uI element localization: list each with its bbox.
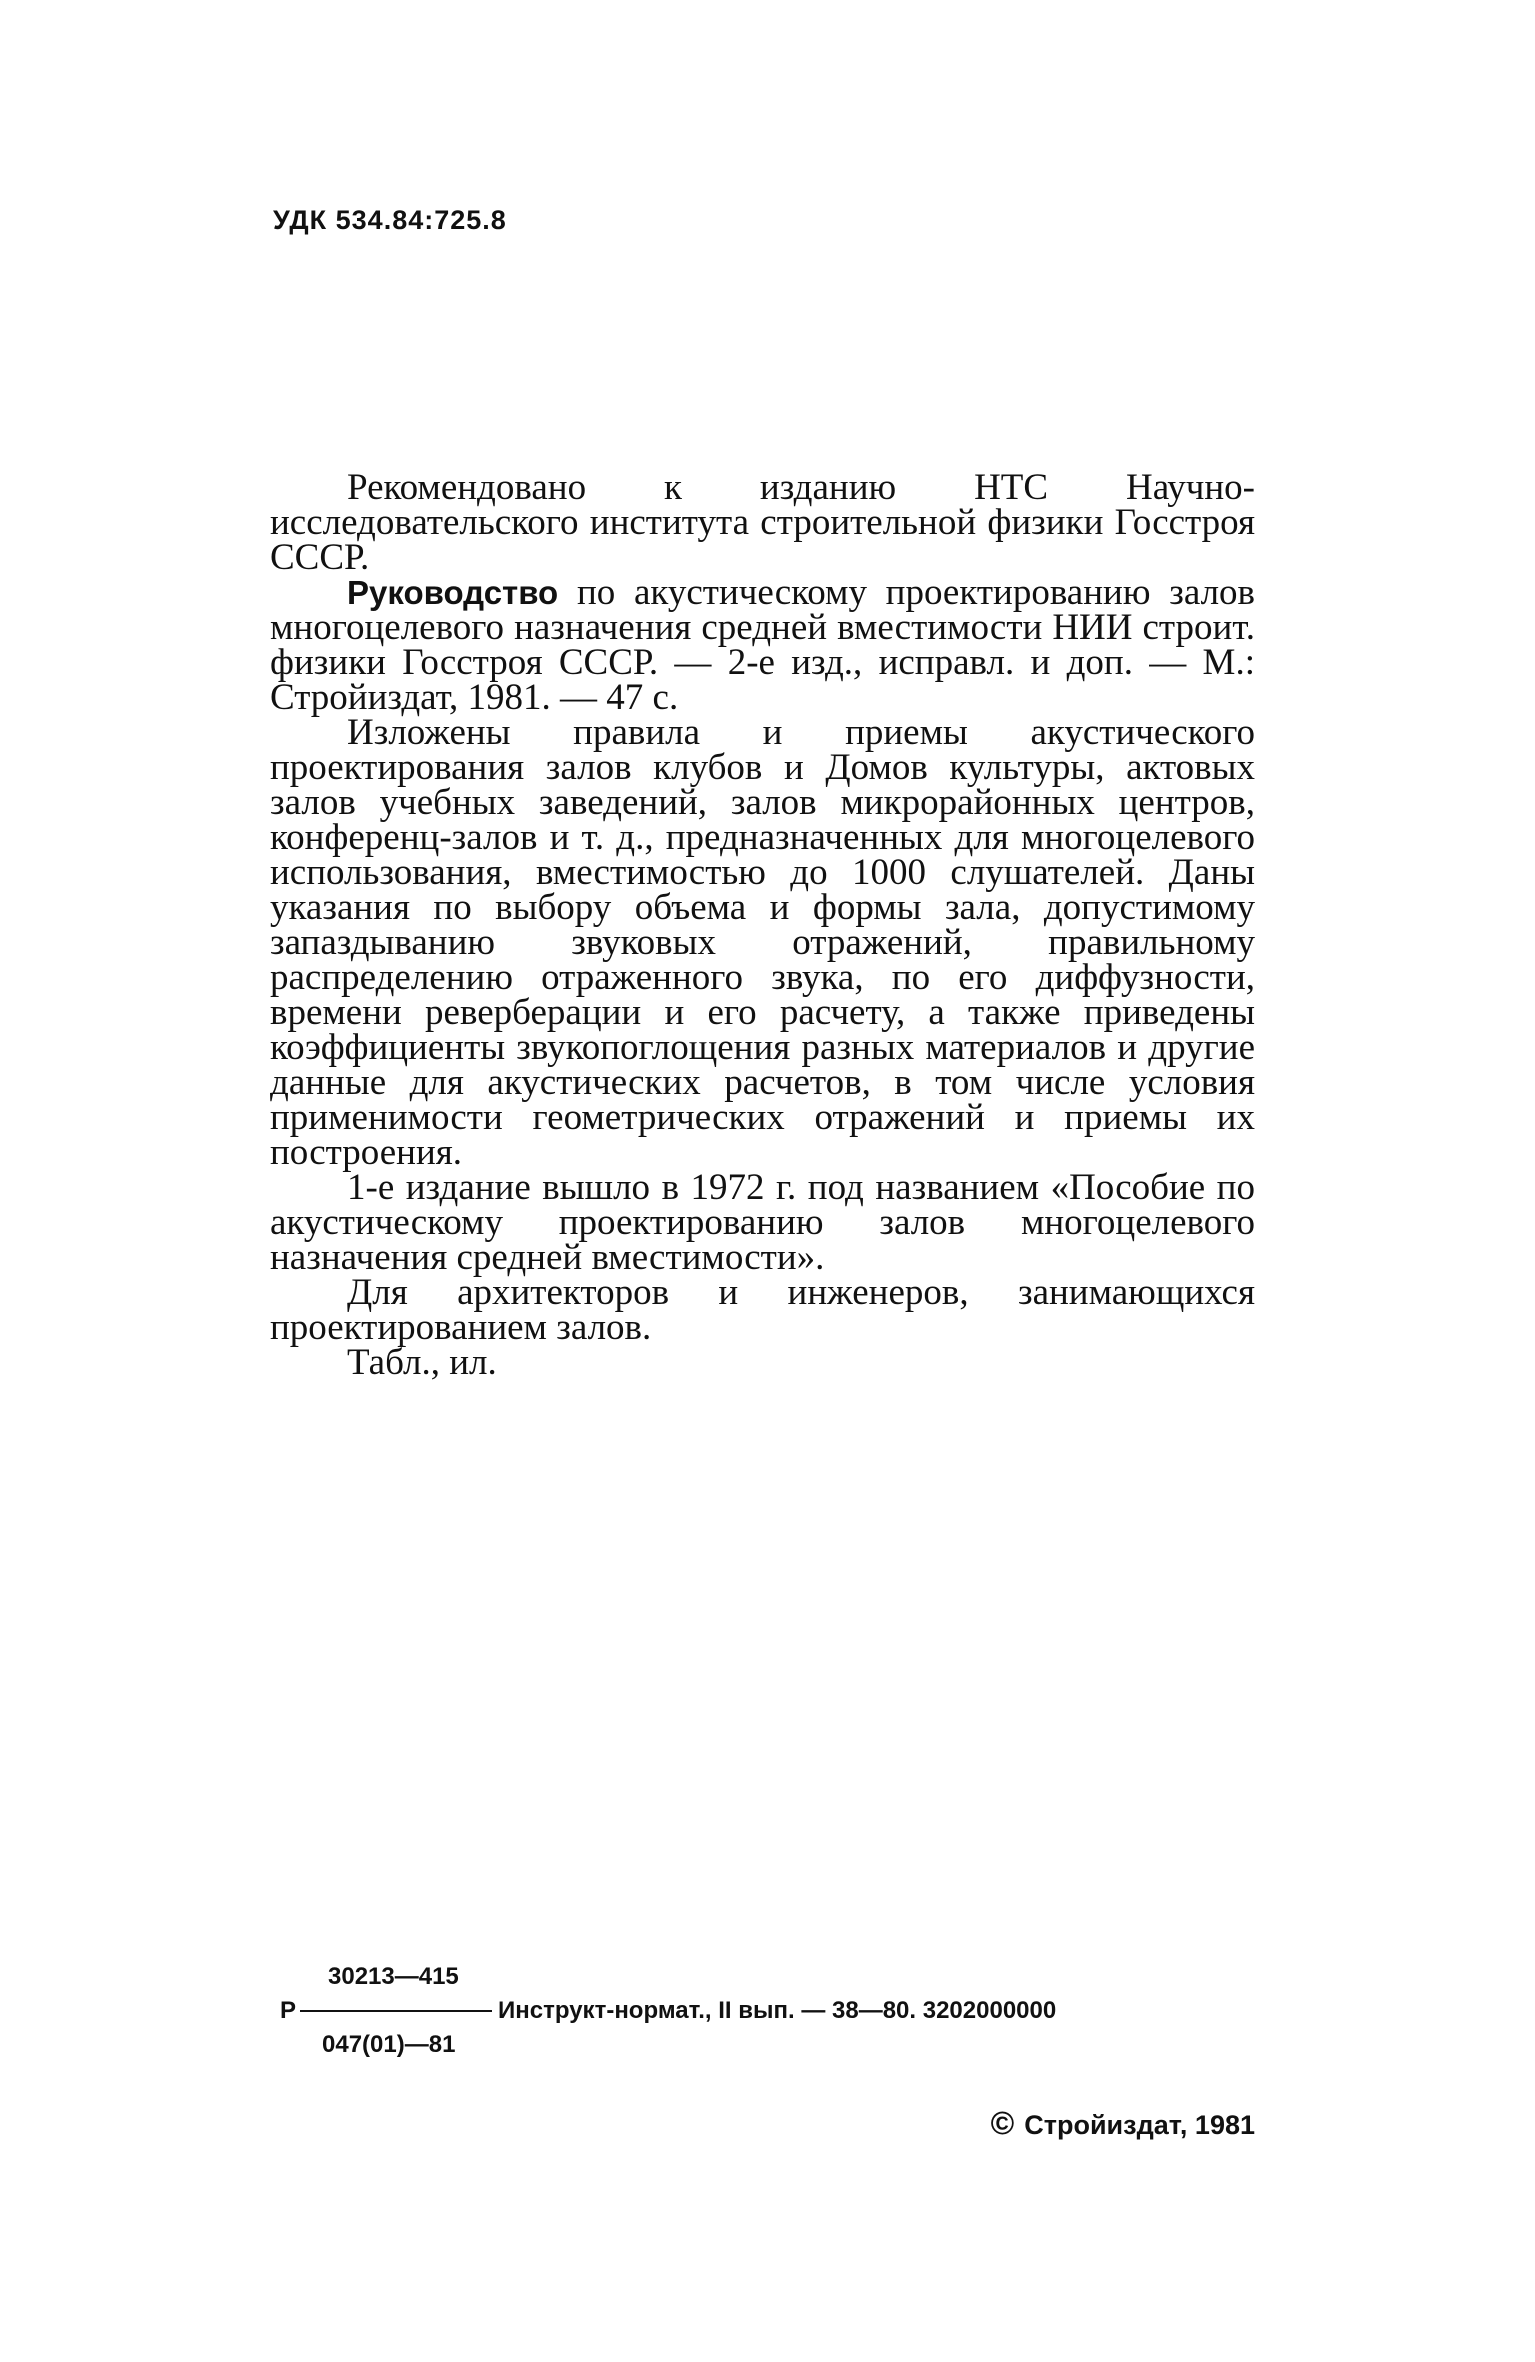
imprint-letter: Р [280,1997,297,2024]
imprint-denominator: 047(01)—81 [322,2031,456,2058]
imprint-index [280,1960,1056,2062]
imprint-main-row [280,1994,1056,2028]
citation-title: Руководство [347,574,559,611]
udk-code: УДК 534.84:725.8 [273,205,507,235]
first-edition-paragraph: 1-е издание вышло в 1972 г. под названием «Пособие по акустическому проектированию залов многоцелевого назначения средней вместимости». [270,1167,1255,1278]
copyright-symbol: © [990,2105,1015,2141]
imprint-info: Инструкт-нормат., II вып. — 38—80. 3202000000 [498,1997,1057,2024]
annotation-block [270,467,1255,1383]
copyright-line [991,2105,1255,2142]
audience-paragraph: Для архитекторов и инженеров, занимающихся проектированием залов. [270,1272,1255,1348]
citation-details: по акустическому проектированию залов многоцелевого назначения средней вместимости НИИ строит. физики Госстроя СССР. — 2-е изд., исправл. и доп. — М.: Стройиздат, 1981. — 47 с. [270,572,1255,718]
recommendation-paragraph: Рекомендовано к изданию НТС Научно-исследовательского института строительной физики Госстроя СССР. [270,467,1255,578]
imprint-numerator: 30213—415 [328,1963,459,1990]
illustrations-note: Табл., ил. [347,1342,497,1383]
abstract-paragraph: Изложены правила и приемы акустического проектирования залов клубов и Домов культуры, актовых залов учебных заведений, залов микрорайонных центров, конференц-залов и т. д., предназначенных для многоцелевого использования, вместимостью до 1000 слушателей. Даны указания по выбору объема и формы зала, допустимому запаздыванию звуковых отражений, правильному распределению отраженного звука, по его диффузности, времени реверберации и его расчету, а также приведены коэффициенты звукопоглощения разных материалов и другие данные для акустических расчетов, в том числе условия применимости геометрических отражений и приемы их построения. [270,712,1255,1173]
copyright-text: Стройиздат, 1981 [1024,2110,1255,2140]
fraction-line [300,2010,492,2012]
citation-paragraph [270,572,1255,718]
